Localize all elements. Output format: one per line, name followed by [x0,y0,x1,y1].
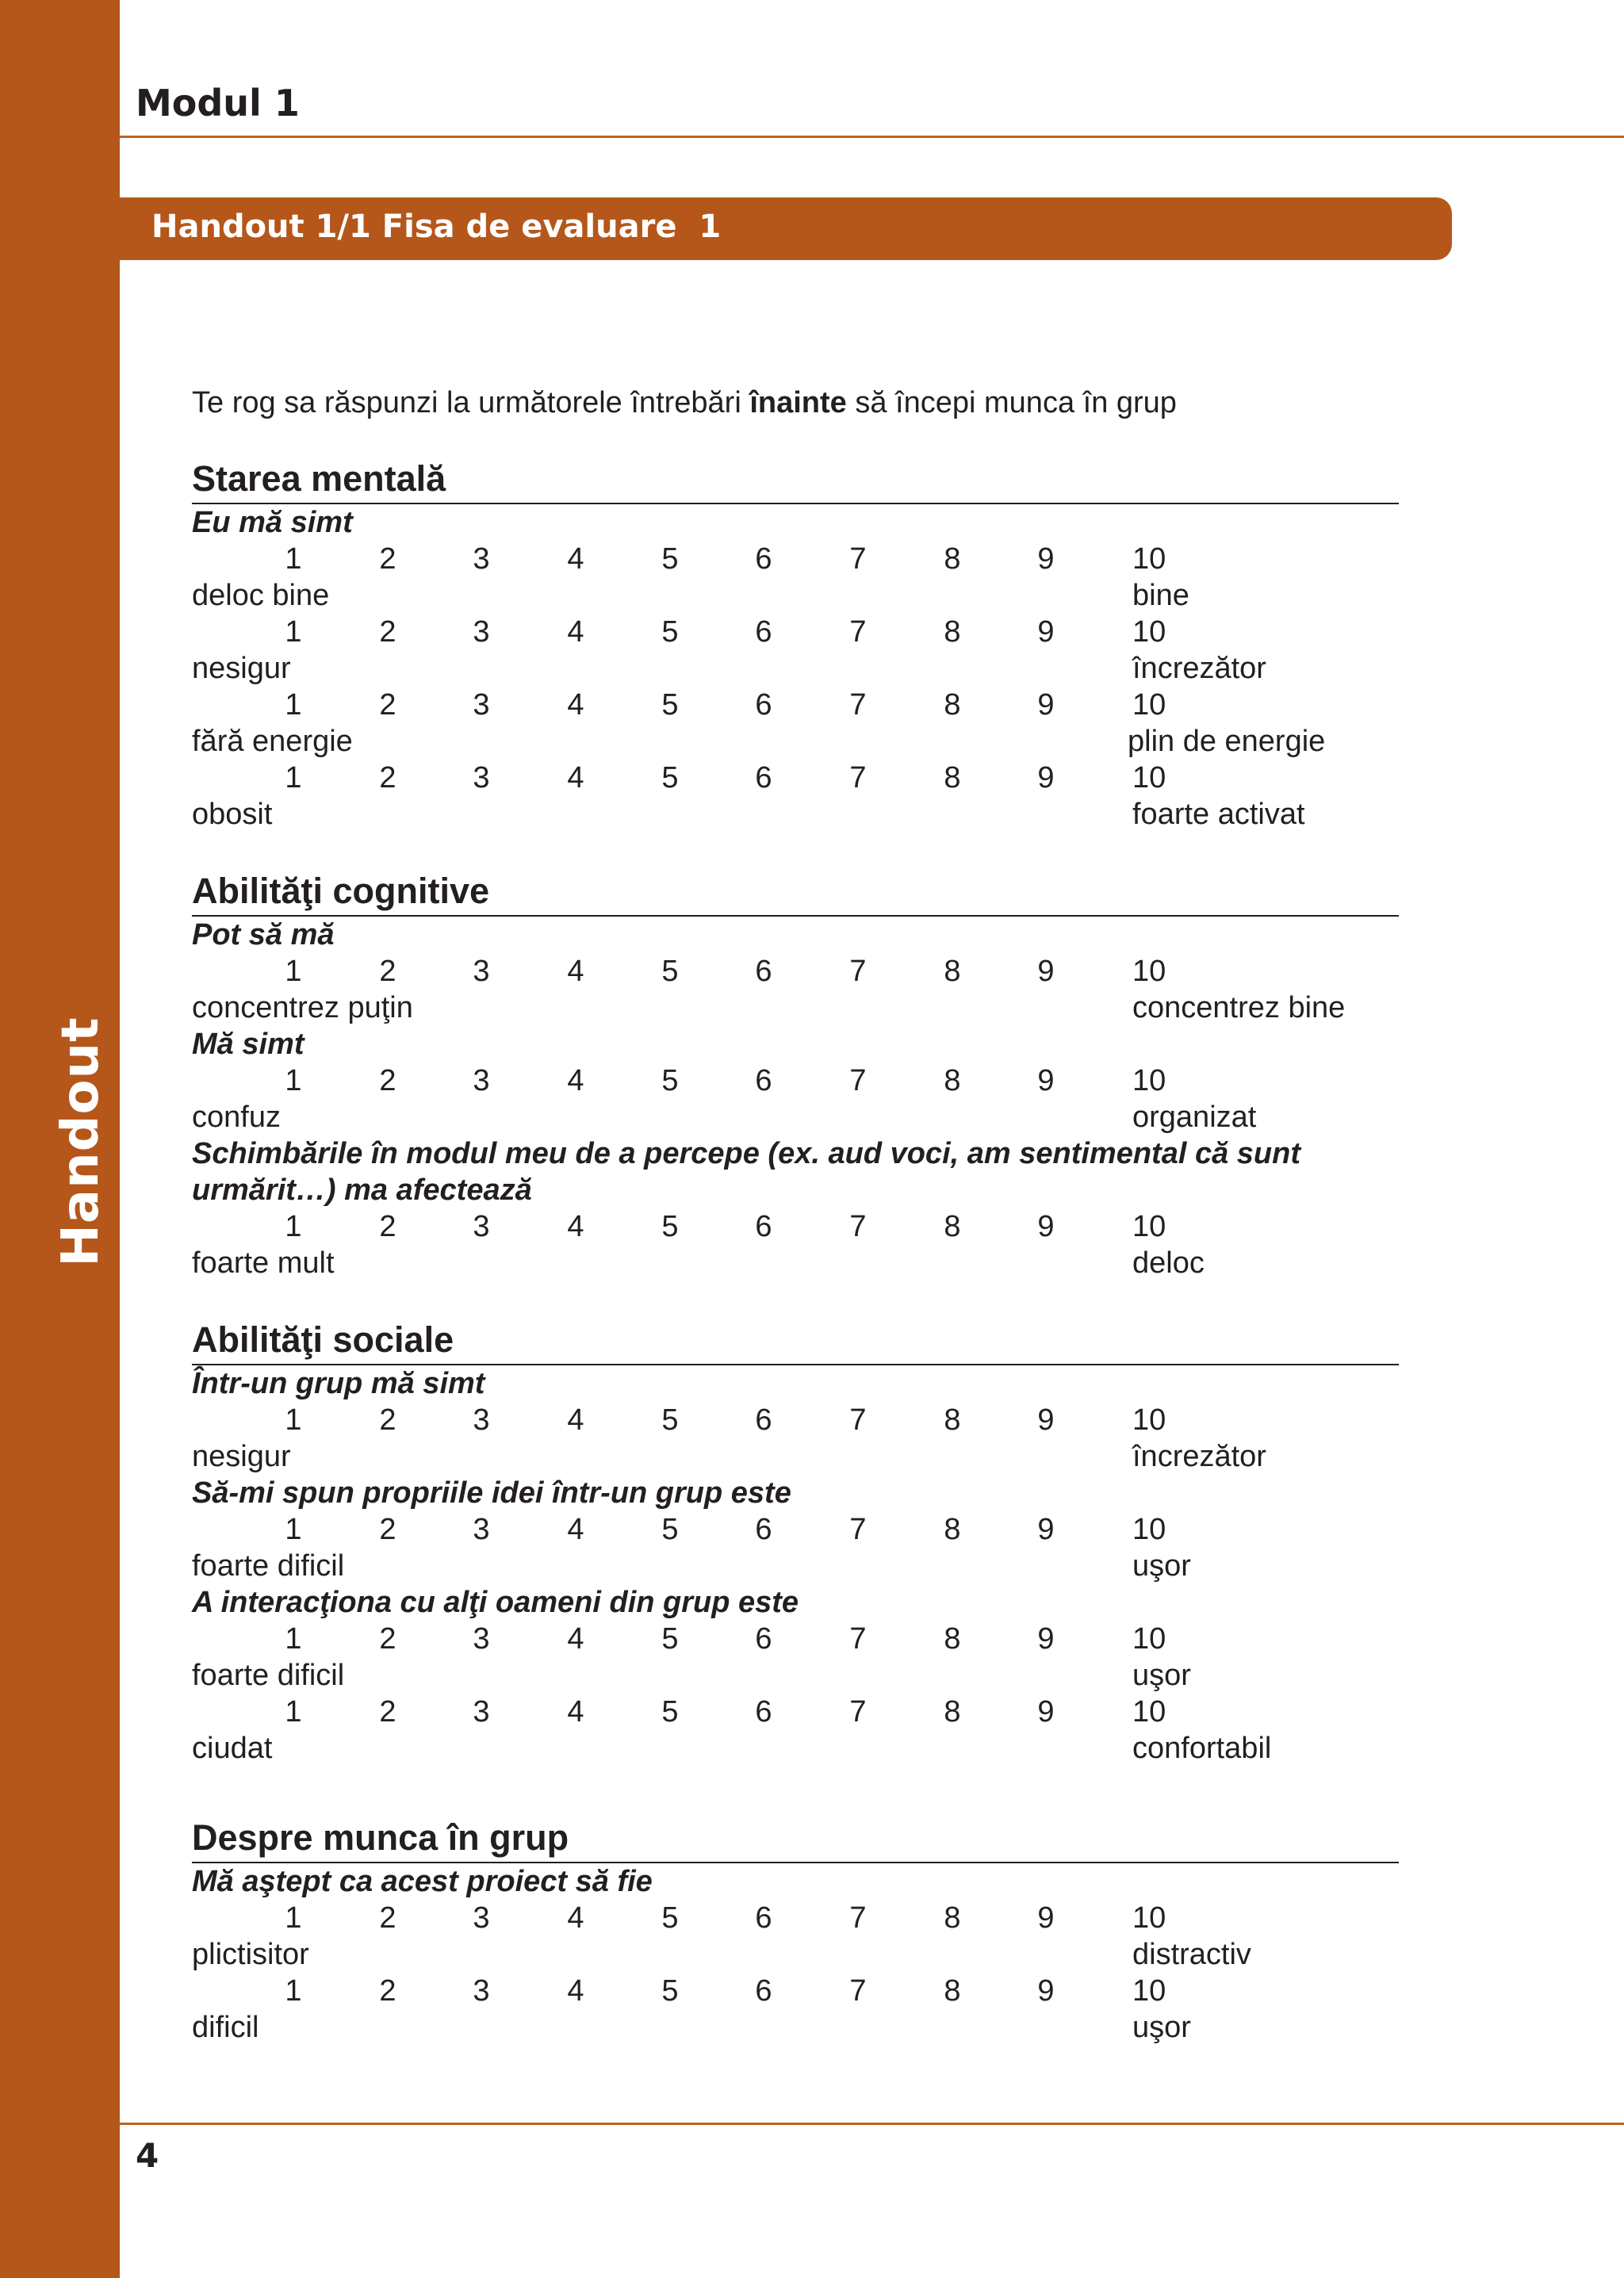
scale-number: 7 [849,1901,867,1935]
scale-number: 10 [1132,1901,1166,1935]
scale-row [0,1900,1624,1936]
scale-number: 4 [567,1210,584,1243]
scale-number: 10 [1132,1403,1166,1437]
scale-number: 1 [285,615,302,649]
scale-low-label: foarte dificil [192,1659,345,1692]
scale-row [0,1208,1624,1245]
scale-number: 1 [285,1695,302,1729]
scale-number: 8 [944,1901,961,1935]
scale-low-label: plictisitor [192,1938,309,1971]
scale-number: 2 [379,542,396,576]
scale-high-label: confortabil [1132,1732,1272,1765]
scale-number: 6 [755,615,772,649]
intro-after: să începi munca în grup [846,386,1177,419]
scale-number: 6 [755,1403,772,1437]
intro-before: Te rog sa răspunzi la următorele întrebări [192,386,750,419]
scale-row [0,541,1624,577]
scale-low-label: foarte mult [192,1246,335,1280]
question-text: Mă simt [192,1028,304,1061]
scale-number: 1 [285,542,302,576]
scale-number: 9 [1037,1064,1055,1097]
scale-number: 8 [944,615,961,649]
scale-number: 4 [567,542,584,576]
scale-number: 1 [285,1513,302,1546]
scale-number: 8 [944,1210,961,1243]
question-text: Pot să mă [192,918,335,951]
scale-low-label: nesigur [192,652,291,685]
scale-number: 2 [379,1622,396,1656]
scale-number: 4 [567,615,584,649]
scale-number: 2 [379,1513,396,1546]
page-number: 4 [136,2136,159,2175]
scale-number: 3 [473,1622,490,1656]
scale-number: 7 [849,1403,867,1437]
scale-low-label: dificil [192,2011,259,2044]
scale-number: 10 [1132,1210,1166,1243]
scale-number: 4 [567,1901,584,1935]
scale-number: 10 [1132,1513,1166,1546]
scale-number: 1 [285,1974,302,2008]
scale-number: 8 [944,1513,961,1546]
scale-number: 7 [849,615,867,649]
scale-low-label: deloc bine [192,579,330,612]
scale-number: 2 [379,761,396,794]
scale-number: 4 [567,1513,584,1546]
scale-high-label: distractiv [1132,1938,1251,1971]
scale-number: 10 [1132,542,1166,576]
scale-number: 1 [285,1064,302,1097]
scale-number: 6 [755,1901,772,1935]
section-title: Starea mentală [192,458,446,499]
module-title: Modul 1 [136,82,300,124]
intro-bold: înainte [749,386,847,419]
scale-number: 4 [567,688,584,722]
scale-row [0,687,1624,723]
scale-number: 3 [473,955,490,988]
scale-number: 3 [473,688,490,722]
scale-low-label: fără energie [192,725,353,758]
section-rule [192,915,1399,917]
scale-number: 9 [1037,542,1055,576]
scale-number: 7 [849,1064,867,1097]
scale-number: 1 [285,1403,302,1437]
scale-low-label: nesigur [192,1440,291,1473]
scale-number: 2 [379,1064,396,1097]
question-text: Într-un grup mă simt [192,1367,485,1400]
scale-row [0,953,1624,990]
scale-number: 3 [473,1513,490,1546]
scale-number: 9 [1037,1974,1055,2008]
scale-number: 10 [1132,615,1166,649]
scale-number: 5 [661,1064,679,1097]
scale-number: 9 [1037,1622,1055,1656]
scale-number: 5 [661,542,679,576]
section-title: Despre munca în grup [192,1817,569,1858]
scale-number: 7 [849,1974,867,2008]
scale-row [0,1062,1624,1099]
scale-number: 9 [1037,955,1055,988]
scale-number: 2 [379,1974,396,2008]
scale-row [0,614,1624,650]
scale-number: 6 [755,1695,772,1729]
scale-high-label: uşor [1132,1549,1191,1583]
scale-number: 7 [849,1622,867,1656]
scale-number: 3 [473,615,490,649]
scale-number: 5 [661,955,679,988]
section-title: Abilităţi cognitive [192,871,490,911]
scale-number: 2 [379,955,396,988]
scale-number: 3 [473,1901,490,1935]
scale-number: 2 [379,1695,396,1729]
scale-number: 9 [1037,1695,1055,1729]
handout-title: Handout 1/1 Fisa de evaluare 1 [151,209,722,245]
scale-number: 8 [944,1403,961,1437]
scale-number: 4 [567,761,584,794]
scale-high-label: concentrez bine [1132,991,1346,1024]
scale-high-label: plin de energie [1128,725,1326,758]
scale-number: 3 [473,1064,490,1097]
scale-number: 9 [1037,1901,1055,1935]
scale-number: 6 [755,1210,772,1243]
scale-number: 9 [1037,1403,1055,1437]
scale-number: 10 [1132,1622,1166,1656]
scale-number: 5 [661,1622,679,1656]
scale-high-label: deloc [1132,1246,1205,1280]
scale-number: 7 [849,542,867,576]
question-text: Eu mă simt [192,506,353,539]
scale-number: 10 [1132,688,1166,722]
scale-number: 4 [567,955,584,988]
scale-number: 5 [661,615,679,649]
scale-number: 3 [473,1403,490,1437]
scale-number: 3 [473,542,490,576]
scale-number: 5 [661,1695,679,1729]
scale-number: 8 [944,1064,961,1097]
scale-number: 9 [1037,688,1055,722]
scale-number: 10 [1132,1064,1166,1097]
scale-number: 2 [379,1901,396,1935]
scale-low-label: confuz [192,1101,281,1134]
scale-row [0,1402,1624,1438]
scale-row [0,760,1624,796]
scale-number: 2 [379,1403,396,1437]
section-title: Abilităţi sociale [192,1319,454,1360]
scale-number: 8 [944,1695,961,1729]
scale-number: 4 [567,1622,584,1656]
scale-number: 4 [567,1695,584,1729]
scale-number: 6 [755,1513,772,1546]
scale-number: 9 [1037,615,1055,649]
scale-low-label: foarte dificil [192,1549,345,1583]
scale-number: 1 [285,761,302,794]
scale-number: 3 [473,1695,490,1729]
scale-number: 8 [944,542,961,576]
scale-row [0,1694,1624,1730]
scale-number: 3 [473,1974,490,2008]
scale-number: 3 [473,761,490,794]
scale-number: 1 [285,955,302,988]
scale-number: 6 [755,761,772,794]
scale-number: 1 [285,688,302,722]
scale-number: 6 [755,688,772,722]
scale-row [0,1973,1624,2009]
scale-number: 10 [1132,955,1166,988]
question-text: Schimbările în modul meu de a percepe (ex. aud voci, am sentimental că sunt [192,1137,1300,1170]
scale-number: 7 [849,688,867,722]
scale-number: 5 [661,1513,679,1546]
scale-high-label: foarte activat [1132,798,1305,831]
scale-low-label: ciudat [192,1732,273,1765]
scale-low-label: obosit [192,798,273,831]
scale-row [0,1621,1624,1657]
question-text: A interacţiona cu alţi oameni din grup este [192,1586,799,1619]
scale-high-label: organizat [1132,1101,1257,1134]
scale-number: 10 [1132,761,1166,794]
scale-number: 7 [849,955,867,988]
scale-number: 7 [849,761,867,794]
scale-number: 10 [1132,1695,1166,1729]
scale-number: 5 [661,688,679,722]
scale-number: 4 [567,1064,584,1097]
bottom-rule [120,2123,1624,2125]
scale-number: 8 [944,761,961,794]
scale-number: 8 [944,1622,961,1656]
scale-number: 9 [1037,761,1055,794]
scale-high-label: bine [1132,579,1189,612]
scale-number: 6 [755,1974,772,2008]
scale-number: 9 [1037,1210,1055,1243]
question-text: Mă aştept ca acest proiect să fie [192,1865,653,1898]
scale-number: 5 [661,1210,679,1243]
scale-number: 5 [661,1901,679,1935]
scale-number: 9 [1037,1513,1055,1546]
scale-number: 6 [755,1622,772,1656]
scale-number: 8 [944,955,961,988]
scale-high-label: uşor [1132,2011,1191,2044]
section-rule [192,503,1399,504]
scale-number: 8 [944,1974,961,2008]
scale-low-label: concentrez puţin [192,991,413,1024]
scale-number: 7 [849,1695,867,1729]
scale-number: 2 [379,688,396,722]
scale-number: 1 [285,1210,302,1243]
scale-number: 2 [379,615,396,649]
scale-number: 3 [473,1210,490,1243]
scale-row [0,1511,1624,1548]
question-text-continued: urmărit…) ma afectează [192,1173,532,1207]
scale-number: 4 [567,1974,584,2008]
scale-number: 1 [285,1622,302,1656]
scale-number: 7 [849,1210,867,1243]
scale-number: 7 [849,1513,867,1546]
scale-number: 8 [944,688,961,722]
question-text: Să-mi spun propriile idei într-un grup este [192,1476,791,1510]
scale-number: 1 [285,1901,302,1935]
scale-number: 5 [661,761,679,794]
scale-number: 5 [661,1974,679,2008]
scale-number: 5 [661,1403,679,1437]
scale-number: 6 [755,1064,772,1097]
scale-high-label: uşor [1132,1659,1191,1692]
scale-number: 2 [379,1210,396,1243]
scale-number: 10 [1132,1974,1166,2008]
scale-high-label: încrezător [1132,652,1266,685]
scale-number: 4 [567,1403,584,1437]
scale-high-label: încrezător [1132,1440,1266,1473]
scale-number: 6 [755,955,772,988]
scale-number: 6 [755,542,772,576]
side-label: Handout [52,1016,110,1267]
